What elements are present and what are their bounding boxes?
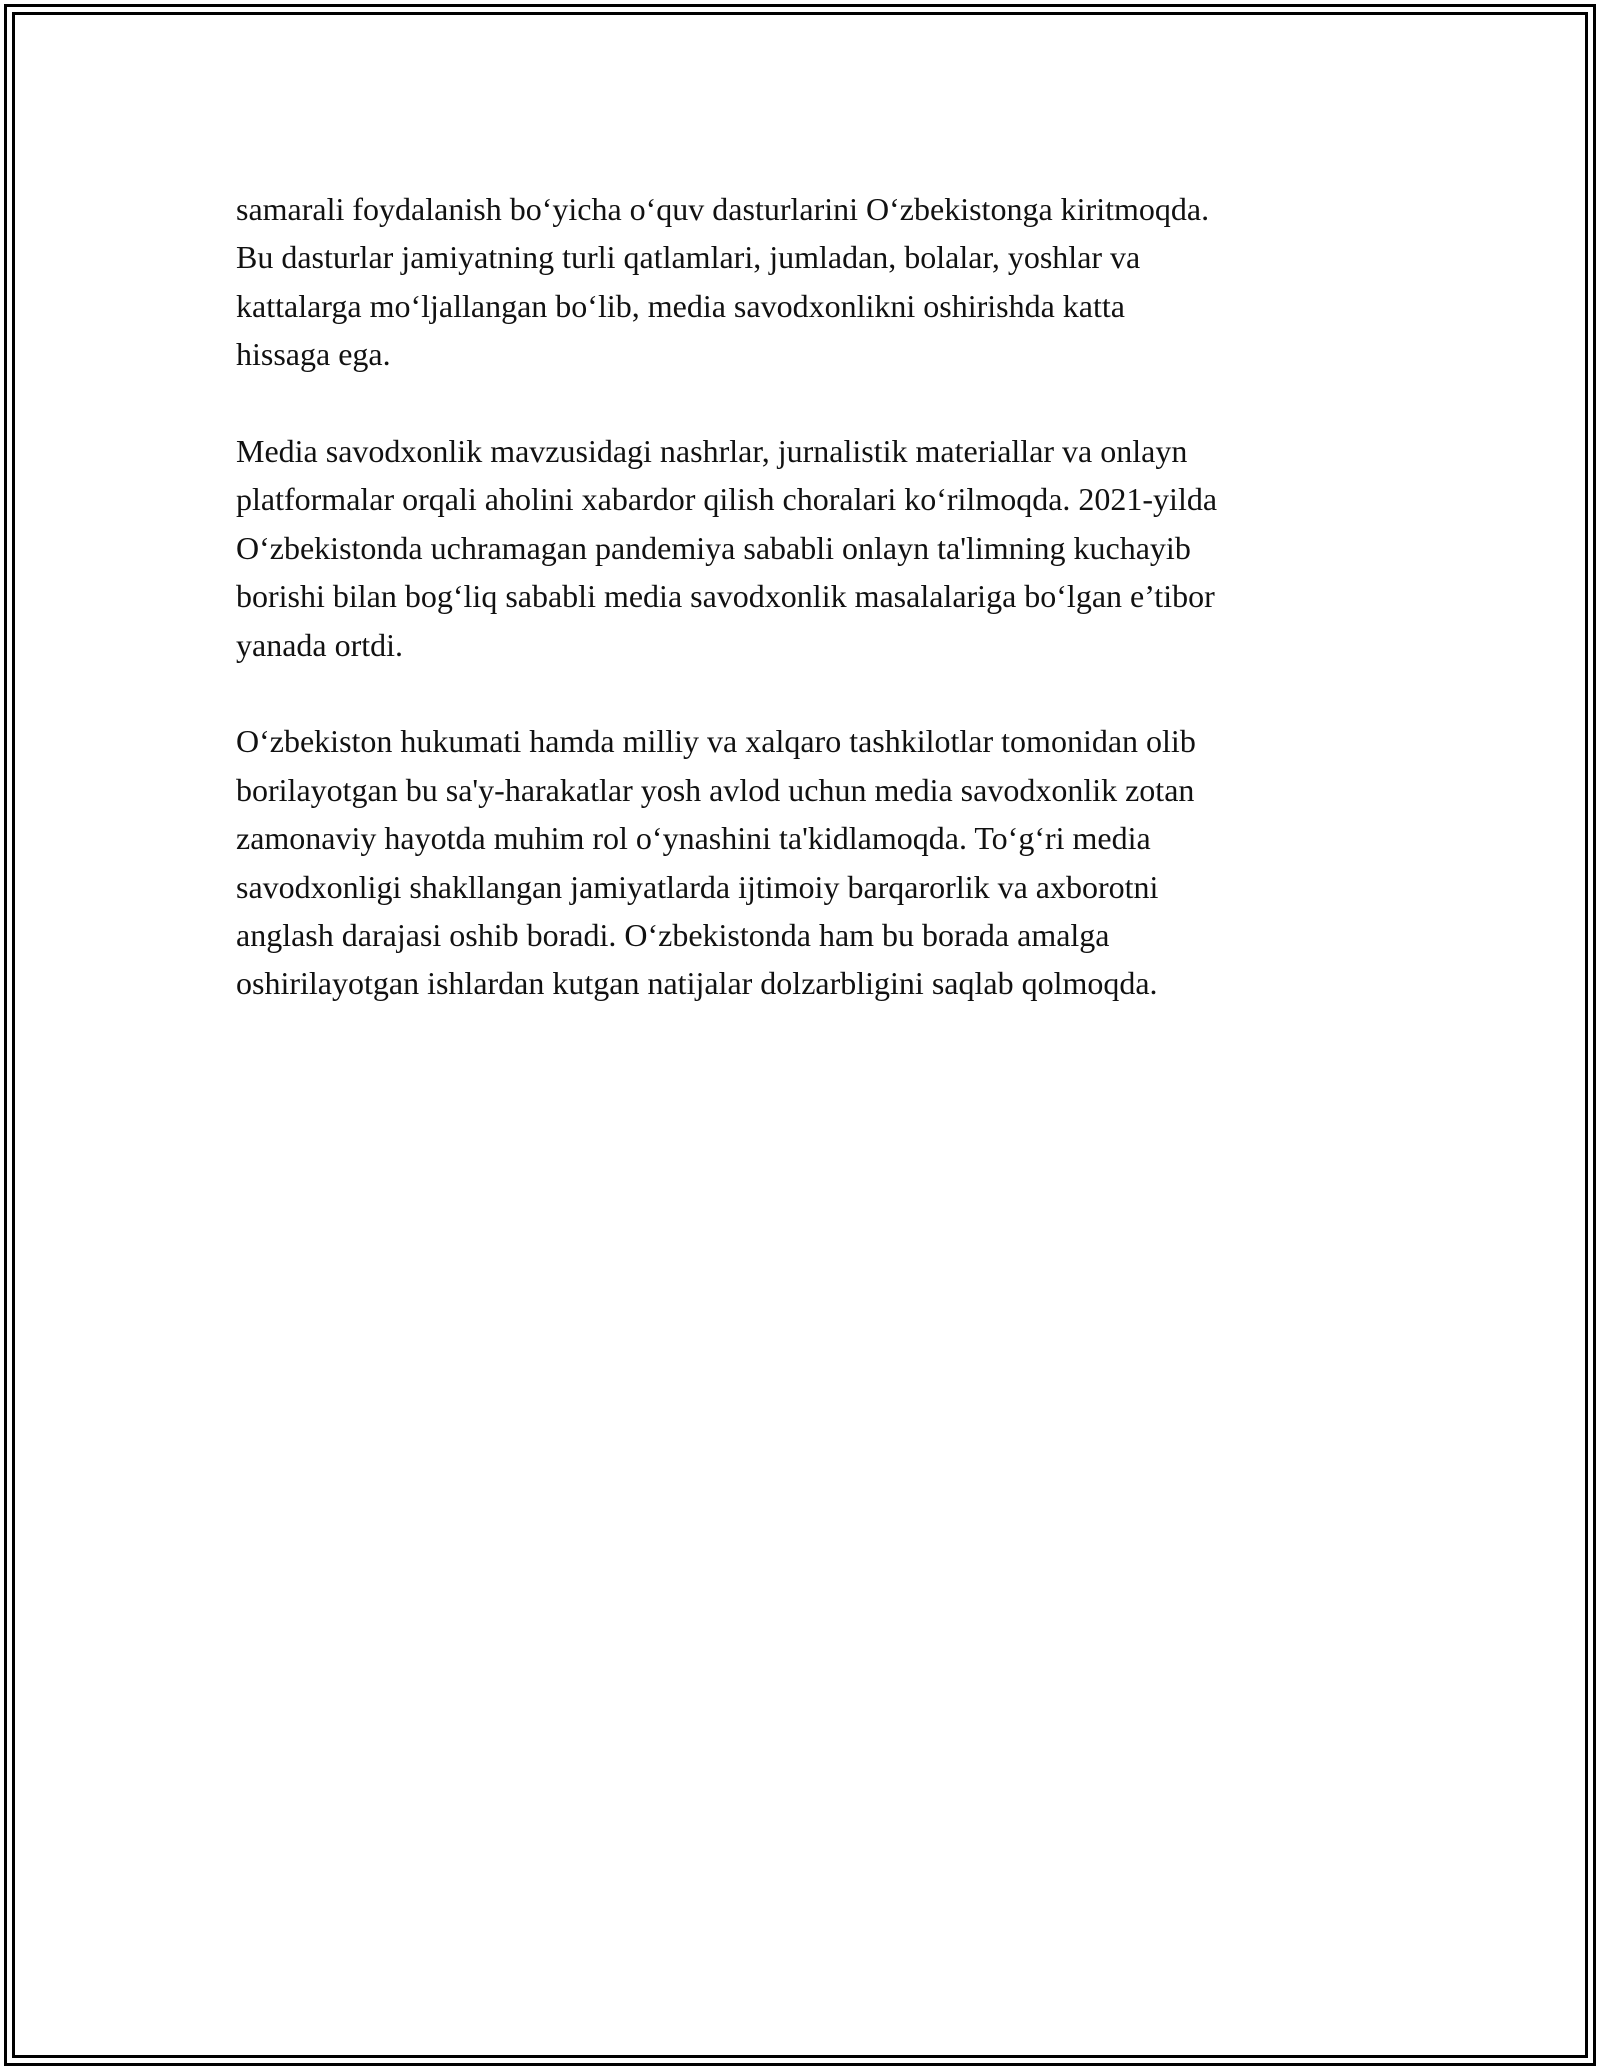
paragraph-3: O‘zbekiston hukumati hamda milliy va xalqaro tashkilotlar tomonidan olib borilayotgan bu sa'y-harakatlar yosh avlod uchun media savodxonlik zotan zamonaviy hayotda muhim rol o‘ynashini ta'kidlamoqda. To‘g‘ri media savodxonligi shakllangan jamiyatlarda ijtimoiy barqarorlik va axborotni anglash darajasi oshib boradi. O‘zbekistonda ham bu borada amalga oshirilayotgan ishlardan kutgan natijalar dolzarbligini saqlab qolmoqda.: [236, 723, 1196, 1002]
paragraph-2: Media savodxonlik mavzusidagi nashrlar, jurnalistik materiallar va onlayn platformalar orqali aholini xabardor qilish choralari ko‘rilmoqda. 2021-yilda O‘zbekistonda uchramagan pandemiya sababli onlayn ta'limning kuchayib borishi bilan bog‘liq sababli media savodxonlik masalalariga bo‘lgan e’tibor yanada ortdi.: [236, 433, 1218, 663]
document-body: [236, 185, 1386, 1056]
paragraph-1: samarali foydalanish bo‘yicha o‘quv dasturlarini O‘zbekistonga kiritmoqda. Bu dasturlar jamiyatning turli qatlamlari, jumladan, bolalar, yoshlar va kattalarga mo‘ljallangan bo‘lib, media savodxonlikni oshirishda katta hissaga ega.: [236, 191, 1210, 373]
